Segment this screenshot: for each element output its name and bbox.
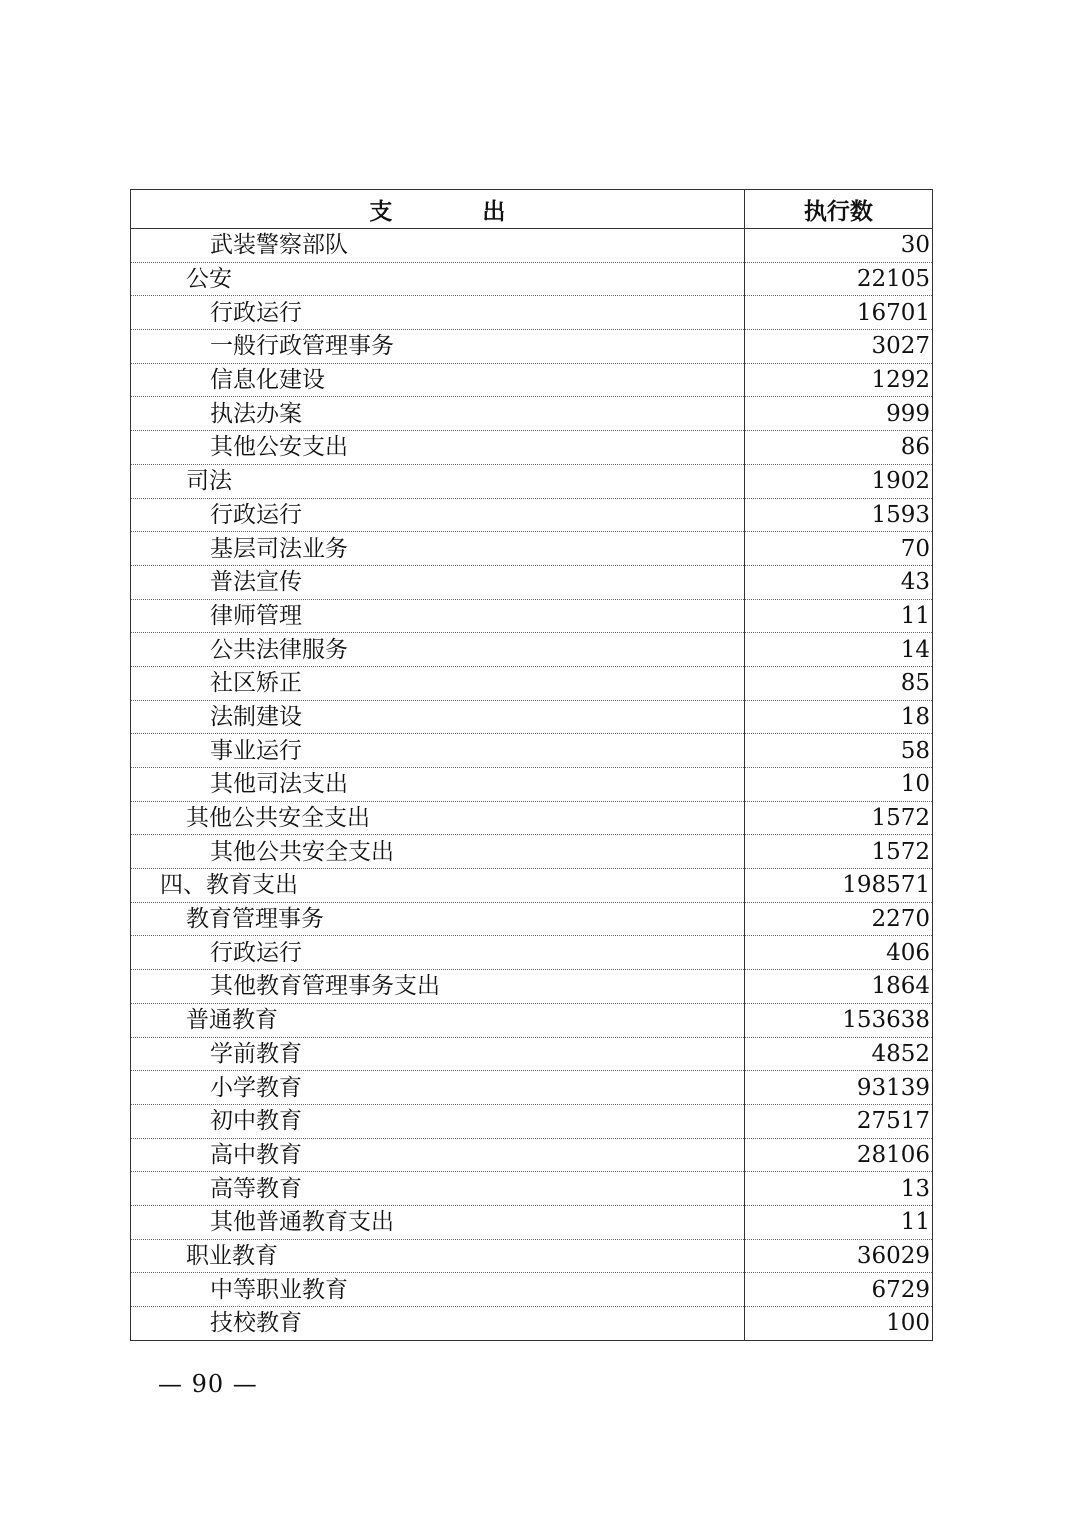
table-row [131, 1003, 933, 1037]
row-item-cell [131, 1273, 745, 1307]
table-row [131, 1307, 933, 1341]
table-row [131, 700, 933, 734]
row-item-label: 学前教育 [210, 1040, 302, 1067]
row-item-cell [131, 599, 745, 633]
row-item-cell [131, 869, 745, 903]
table-body [131, 229, 933, 1341]
row-item-label: 行政运行 [210, 939, 302, 966]
row-value-cell: 58 [744, 734, 932, 768]
row-value-cell: 4852 [744, 1037, 932, 1071]
header-item-right: 出 [482, 198, 506, 225]
table-row [131, 902, 933, 936]
row-value-cell: 22105 [744, 262, 932, 296]
table-row [131, 229, 933, 263]
table-row [131, 869, 933, 903]
row-item-cell [131, 229, 745, 263]
row-item-cell [131, 633, 745, 667]
row-item-cell [131, 1307, 745, 1341]
row-item-cell [131, 565, 745, 599]
row-value-cell: 70 [744, 532, 932, 566]
row-item-label: 技校教育 [210, 1310, 302, 1337]
row-item-label: 社区矫正 [210, 670, 302, 697]
table-row [131, 936, 933, 970]
header-item-left: 支 [369, 198, 393, 225]
row-item-cell [131, 902, 745, 936]
table-row [131, 801, 933, 835]
row-item-cell [131, 801, 745, 835]
row-item-label: 其他教育管理事务支出 [210, 973, 440, 1000]
row-value-cell: 1572 [744, 835, 932, 869]
row-item-cell [131, 1205, 745, 1239]
table-row [131, 1104, 933, 1138]
row-item-cell [131, 498, 745, 532]
row-item-cell [131, 296, 745, 330]
row-item-cell [131, 363, 745, 397]
row-item-cell [131, 1239, 745, 1273]
table-row [131, 431, 933, 465]
row-item-label: 四、教育支出 [160, 872, 298, 899]
row-item-cell [131, 835, 745, 869]
row-item-cell [131, 768, 745, 802]
table-row [131, 1239, 933, 1273]
table-row [131, 835, 933, 869]
row-item-cell [131, 464, 745, 498]
row-item-cell [131, 397, 745, 431]
row-value-cell: 6729 [744, 1273, 932, 1307]
row-item-label: 基层司法业务 [210, 535, 348, 562]
row-item-cell [131, 1104, 745, 1138]
row-item-label: 公安 [186, 266, 232, 293]
row-item-label: 职业教育 [186, 1242, 278, 1269]
table-row [131, 262, 933, 296]
row-item-cell [131, 666, 745, 700]
row-item-label: 行政运行 [210, 501, 302, 528]
row-value-cell: 13 [744, 1172, 932, 1206]
row-item-cell [131, 970, 745, 1004]
row-value-cell: 86 [744, 431, 932, 465]
table-row [131, 1172, 933, 1206]
row-item-cell [131, 1138, 745, 1172]
row-value-cell: 27517 [744, 1104, 932, 1138]
row-value-cell: 30 [744, 229, 932, 263]
row-value-cell: 100 [744, 1307, 932, 1341]
row-item-label: 律师管理 [210, 602, 302, 629]
row-item-cell [131, 1172, 745, 1206]
row-item-label: 小学教育 [210, 1074, 302, 1101]
row-item-cell [131, 734, 745, 768]
row-value-cell: 28106 [744, 1138, 932, 1172]
row-value-cell: 1593 [744, 498, 932, 532]
row-value-cell: 85 [744, 666, 932, 700]
table-row [131, 565, 933, 599]
row-item-cell [131, 330, 745, 364]
row-value-cell: 153638 [744, 1003, 932, 1037]
row-value-cell: 1902 [744, 464, 932, 498]
row-item-label: 信息化建设 [210, 367, 325, 394]
page-number: — 90 — [158, 1370, 258, 1398]
row-item-label: 其他公共安全支出 [210, 838, 394, 865]
row-value-cell: 10 [744, 768, 932, 802]
row-value-cell: 1292 [744, 363, 932, 397]
row-item-label: 普通教育 [186, 1007, 278, 1034]
row-item-label: 武装警察部队 [210, 232, 348, 259]
row-item-label: 行政运行 [210, 299, 302, 326]
row-item-label: 其他公安支出 [210, 434, 348, 461]
table-row [131, 1138, 933, 1172]
table-row [131, 666, 933, 700]
row-value-cell: 16701 [744, 296, 932, 330]
table-row [131, 296, 933, 330]
row-item-label: 中等职业教育 [210, 1276, 348, 1303]
row-item-label: 法制建设 [210, 703, 302, 730]
row-item-label: 初中教育 [210, 1108, 302, 1135]
row-value-cell: 36029 [744, 1239, 932, 1273]
header-item-column [131, 190, 745, 229]
row-item-label: 高中教育 [210, 1141, 302, 1168]
row-value-cell: 11 [744, 599, 932, 633]
row-item-label: 一般行政管理事务 [210, 333, 394, 360]
table-row [131, 1037, 933, 1071]
expenditure-table [130, 189, 933, 1341]
row-item-label: 执法办案 [210, 400, 302, 427]
table-row [131, 363, 933, 397]
table-row [131, 734, 933, 768]
table-row [131, 330, 933, 364]
header-value-column: 执行数 [744, 190, 932, 229]
row-item-cell [131, 431, 745, 465]
row-item-cell [131, 936, 745, 970]
row-value-cell: 14 [744, 633, 932, 667]
table-row [131, 970, 933, 1004]
table-row [131, 498, 933, 532]
row-item-label: 司法 [186, 468, 232, 495]
row-item-label: 其他普通教育支出 [210, 1209, 394, 1236]
table-row [131, 532, 933, 566]
table-row [131, 397, 933, 431]
row-item-cell [131, 1037, 745, 1071]
table-row [131, 464, 933, 498]
table-row [131, 1071, 933, 1105]
table-row [131, 1273, 933, 1307]
row-item-label: 公共法律服务 [210, 636, 348, 663]
row-value-cell: 18 [744, 700, 932, 734]
row-item-label: 事业运行 [210, 737, 302, 764]
table-row [131, 599, 933, 633]
table-row [131, 768, 933, 802]
row-value-cell: 11 [744, 1205, 932, 1239]
row-item-label: 普法宣传 [210, 569, 302, 596]
row-item-cell [131, 1003, 745, 1037]
row-value-cell: 406 [744, 936, 932, 970]
row-item-label: 其他司法支出 [210, 771, 348, 798]
row-item-cell [131, 1071, 745, 1105]
table-row [131, 633, 933, 667]
row-value-cell: 93139 [744, 1071, 932, 1105]
row-item-cell [131, 532, 745, 566]
row-item-cell [131, 262, 745, 296]
row-value-cell: 198571 [744, 869, 932, 903]
row-value-cell: 43 [744, 565, 932, 599]
row-value-cell: 1572 [744, 801, 932, 835]
row-value-cell: 1864 [744, 970, 932, 1004]
row-value-cell: 3027 [744, 330, 932, 364]
row-item-label: 其他公共安全支出 [186, 805, 370, 832]
row-item-label: 教育管理事务 [186, 906, 324, 933]
row-item-label: 高等教育 [210, 1175, 302, 1202]
row-value-cell: 999 [744, 397, 932, 431]
row-item-cell [131, 700, 745, 734]
table-header-row [131, 190, 933, 229]
row-value-cell: 2270 [744, 902, 932, 936]
table-row [131, 1205, 933, 1239]
